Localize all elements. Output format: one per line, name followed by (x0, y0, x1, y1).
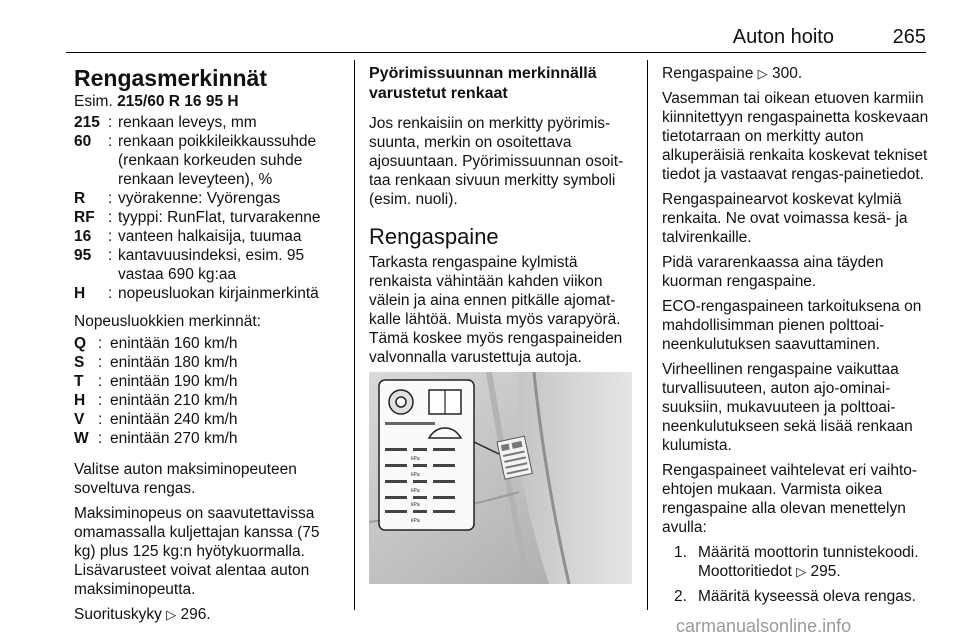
kpa-label: kPa (411, 502, 420, 508)
separator: : (108, 285, 113, 302)
column-1 (74, 64, 344, 630)
paragraph: Jos renkaisiin on merkitty pyörimis-suunta, merkin on osoitettava ajosuuntaan. Pyörimissuunnan osoit-taa renkaan sivuun merkitty symboli (esim. nuoli). (369, 115, 624, 208)
tyre-label-illustration (369, 372, 632, 584)
column-2 (369, 64, 633, 373)
code-key: 95 (74, 247, 92, 264)
separator: : (108, 114, 113, 131)
tyre-pressure-heading: Rengaspaine (369, 224, 499, 249)
step-ref[interactable]: 295. (810, 563, 841, 580)
separator: : (108, 190, 113, 207)
column-divider (354, 60, 355, 610)
speed-description: enintään 210 km/h (110, 392, 238, 409)
cross-reference[interactable] (662, 64, 930, 83)
code-key: R (74, 190, 86, 207)
code-key: H (74, 285, 86, 302)
code-description: renkaan poikkileikkaussuhde (renkaan korkeuden suhde renkaan leveyteen), % (118, 133, 317, 188)
step-text-content: Määritä moottorin tunnistekoodi. Moottoritiedot (698, 544, 919, 580)
speed-key: T (74, 373, 84, 390)
separator: : (98, 354, 103, 371)
kpa-label: kPa (411, 488, 420, 494)
speed-key: S (74, 354, 85, 371)
separator: : (98, 411, 103, 428)
paragraph: Rengaspainearvot koskevat kylmiä renkaita. Ne ovat voimassa kesä- ja talvirenkaille. (662, 191, 908, 246)
paragraph: Maksiminopeus on saavutettavissa omamassalla kuljettajan kanssa (75 kg) plus 125 kg:n hyötykuormalla. Lisävarusteet voivat alentaa auton maksiminopeutta. (74, 505, 320, 598)
step-number: 1. (674, 544, 687, 561)
paragraph: Virheellinen rengaspaine vaikuttaa turvallisuuteen, auton ajo-ominai-suuksiin, mukavuuteen ja polttoai-neenkulutukseen sekä lisää renkaan kulumista. (662, 361, 913, 454)
speed-class-list (74, 334, 344, 448)
example-prefix: Esim. (74, 93, 113, 110)
reference-arrow-icon: ▷ (166, 607, 177, 622)
procedure-steps (662, 543, 930, 606)
example-code: 215/60 R 16 95 H (117, 93, 239, 110)
example-line (74, 92, 344, 111)
tyre-pressure-label-photo (369, 372, 632, 584)
speed-description: enintään 180 km/h (110, 354, 238, 371)
speed-intro: Nopeusluokkien merkinnät: (74, 313, 261, 330)
code-description: nopeusluokan kirjainmerkintä (118, 285, 319, 302)
header-rule (66, 52, 926, 53)
code-key: RF (74, 209, 95, 226)
step-item (662, 587, 930, 606)
separator: : (108, 133, 113, 150)
reference-arrow-icon: ▷ (757, 66, 768, 81)
speed-key: V (74, 411, 85, 428)
paragraph: Pidä vararenkaassa aina täyden kuorman rengaspaine. (662, 254, 884, 290)
page-number: 265 (892, 26, 926, 48)
tyre-markings-heading: Rengasmerkinnät (74, 65, 268, 91)
section-title: Auton hoito (732, 26, 834, 48)
separator: : (108, 228, 113, 245)
kpa-label: kPa (411, 456, 420, 462)
paragraph: Valitse auton maksiminopeuteen soveltuva rengas. (74, 461, 297, 497)
speed-description: enintään 240 km/h (110, 411, 238, 428)
ref-page: 296. (180, 606, 211, 623)
code-description: renkaan leveys, mm (118, 114, 257, 131)
separator: : (98, 373, 103, 390)
step-item (662, 543, 930, 581)
code-description: vyörakenne: Vyörengas (118, 190, 281, 207)
kpa-label: kPa (411, 472, 420, 478)
separator: : (108, 247, 113, 264)
speed-key: W (74, 430, 89, 447)
cross-reference[interactable] (74, 605, 344, 624)
paragraph: Rengaspaineet vaihtelevat eri vaihto-ehtojen mukaan. Varmista oikea rengaspaine alla olevan menettelyn avulla: (662, 462, 918, 536)
rotation-direction-heading: Pyörimissuunnan merkinnällä varustetut renkaat (369, 65, 597, 102)
column-divider (647, 60, 648, 610)
separator: : (98, 392, 103, 409)
page-header (66, 26, 926, 56)
ref-page: 300. (771, 65, 803, 82)
speed-key: Q (74, 335, 87, 352)
code-description: vanteen halkaisija, tuumaa (118, 228, 302, 245)
paragraph: Tarkasta rengaspaine kylmistä renkaista vähintään kahden viikon välein ja aina ennen pitkälle ajomat-kalle lähtöä. Muista myös varapyörä. Tämä koskee myös rengaspaineiden valvonnalla varustettuja autoja. (369, 254, 623, 366)
speed-key: H (74, 392, 86, 409)
paragraph: ECO-rengaspaineen tarkoituksena on mahdollisimman pienen polttoai-neenkulutuksen saavuttaminen. (662, 298, 922, 353)
reference-arrow-icon: ▷ (796, 564, 807, 579)
ref-text: Suorituskyky (74, 606, 162, 623)
paragraph: Vasemman tai oikean etuoven karmiin kiinnitettyyn rengaspainetta koskevaan tietotarraan on merkitty auton alkuperäisiä renkaita koskevat tekniset tiedot ja vastaavat rengas-painetiedot. (662, 90, 929, 183)
ref-text: Rengaspaine (662, 65, 754, 82)
code-key: 215 (74, 114, 100, 131)
speed-description: enintään 270 km/h (110, 430, 238, 447)
step-text (698, 543, 930, 581)
code-description: tyyppi: RunFlat, turvarakenne (118, 209, 321, 226)
separator: : (98, 335, 103, 352)
step-text (698, 587, 930, 606)
watermark: carmanualsonline.info (676, 616, 852, 636)
tyre-code-list (74, 113, 344, 303)
step-text-content: Määritä kyseessä oleva rengas. (698, 588, 916, 605)
speed-description: enintään 190 km/h (110, 373, 238, 390)
column-3 (662, 64, 930, 612)
separator: : (98, 430, 103, 447)
code-key: 16 (74, 228, 92, 245)
step-number: 2. (674, 588, 687, 605)
code-key: 60 (74, 133, 92, 150)
speed-description: enintään 160 km/h (110, 335, 238, 352)
separator: : (108, 209, 113, 226)
kpa-label: kPa (411, 518, 420, 524)
code-description: kantavuusindeksi, esim. 95 vastaa 690 kg:aa (118, 247, 305, 283)
